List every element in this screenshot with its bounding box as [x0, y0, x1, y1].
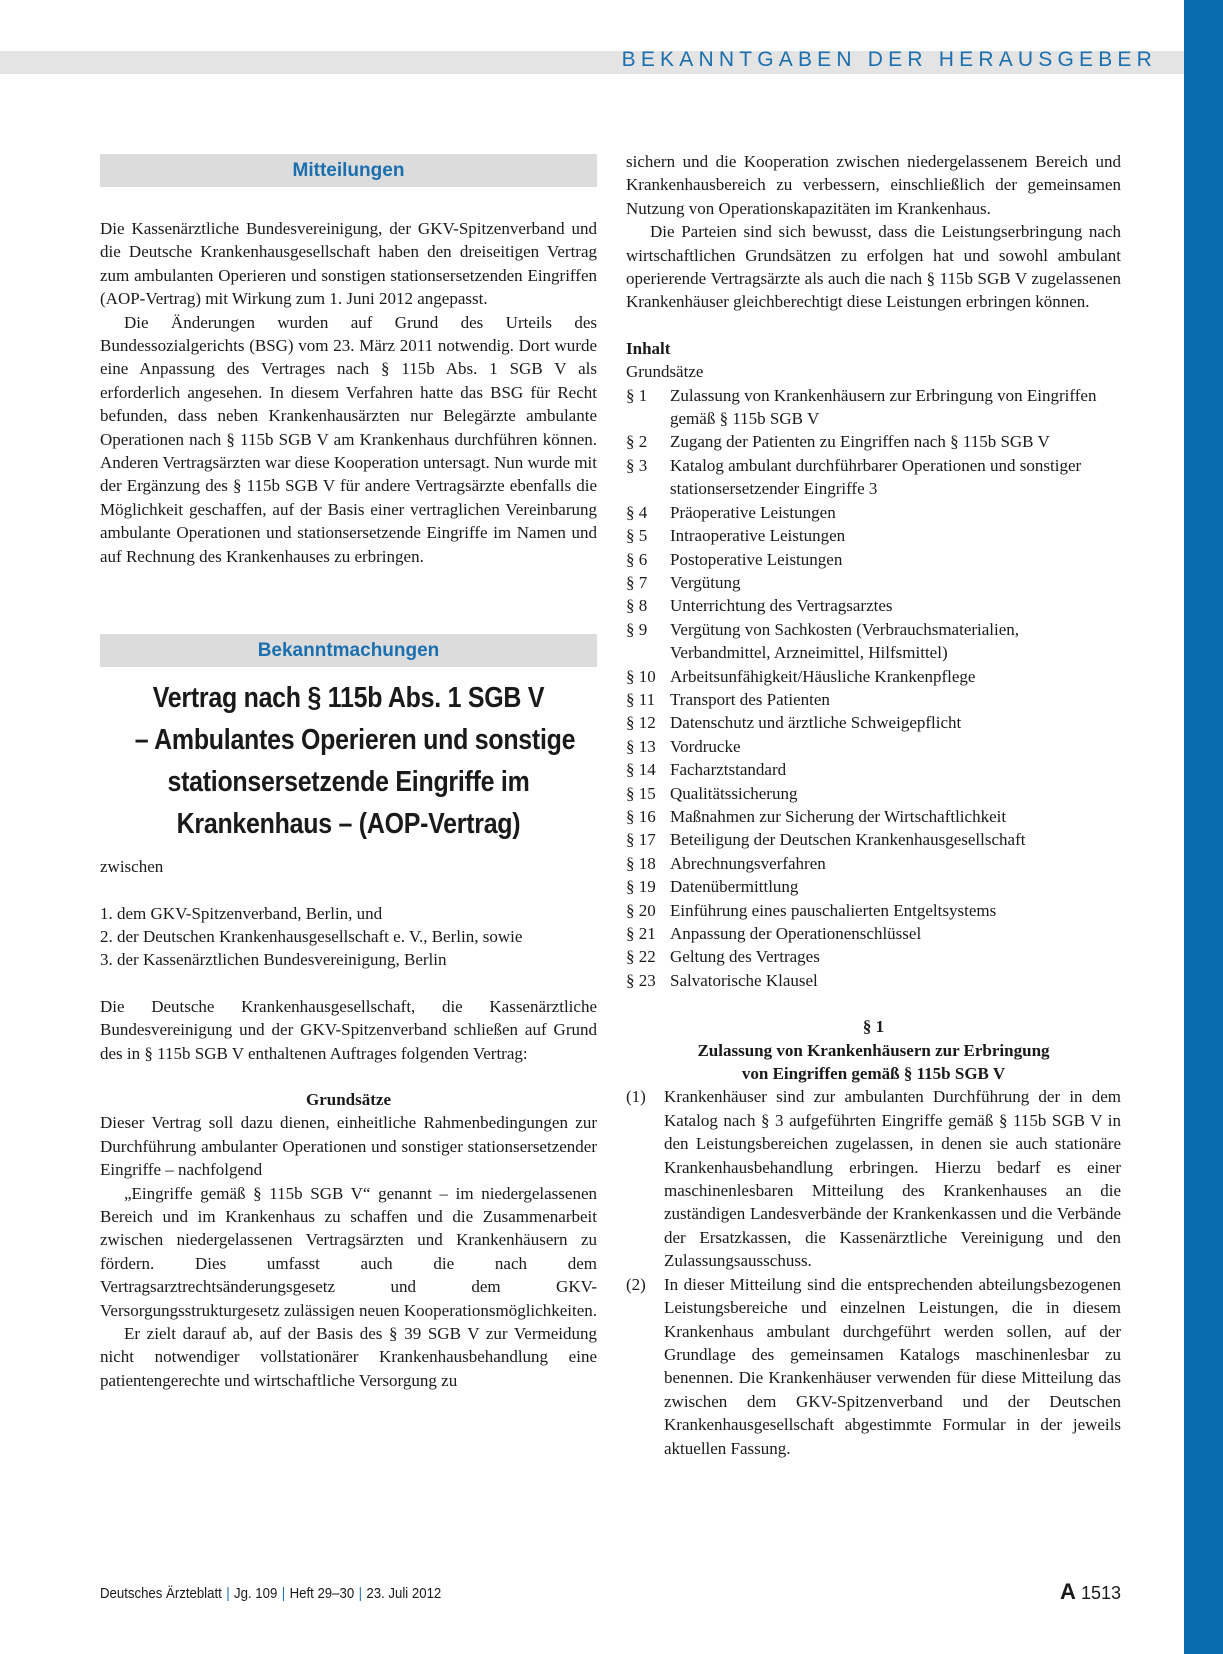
toc-entry: [626, 548, 1121, 571]
toc-entry-text: Salvatorische Klausel: [670, 970, 818, 990]
toc-entry: [626, 899, 1121, 922]
footer-date: 23. Juli 2012: [366, 1585, 442, 1602]
section-1-paragraph: [626, 1085, 1121, 1272]
footer-issue: Heft 29–30: [289, 1585, 355, 1602]
toc-entry-text: Vergütung: [670, 572, 741, 592]
contract-title-line-4: Krankenhaus – (AOP-Vertrag): [176, 808, 521, 841]
toc-entry: [626, 384, 1121, 431]
footer-volume: Jg. 109: [234, 1585, 278, 1602]
mitteilungen-paragraph-2: Die Änderungen wurden auf Grund des Urteils des Bundessozialgerichts (BSG) vom 23. März 2011 notwendig. Dort wurde eine Anpassung des Vertrages nach § 115b Abs. 1 SGB V als erforderlich angesehen. In diesem Verfahren hatte das BSG für Recht befunden, dass neben Krankenhausärzten nur Belegärzte ambulante Operationen nach § 115b SGB V am Krankenhaus durchführen können. Anderen Vertragsärzten war diese Kooperation untersagt. Nun wurde mit der Ergänzung des § 115b SGB V für andere Vertragsärzte ebenfalls die Möglichkeit geschaffen, auf der Basis einer vertraglichen Vereinbarung ambulante Operationen und stationsersetzende Eingriffe im Namen und auf Rechnung des Krankenhauses zu erbringen.: [100, 312, 597, 566]
left-column: [100, 154, 597, 1392]
footer-page-prefix: A: [1060, 1579, 1076, 1604]
page-footer: [100, 1579, 1121, 1604]
toc-entry-text: Facharztstandard: [670, 760, 787, 780]
toc-entry-text: Arbeitsunfähigkeit/Häusliche Krankenpflege: [670, 666, 976, 686]
toc-entry-number: § 4: [626, 502, 648, 522]
toc-entry: [626, 758, 1121, 781]
toc-entry-number: § 23: [626, 970, 656, 990]
toc-entry-number: § 8: [626, 596, 648, 616]
toc-entry-text: Intraoperative Leistungen: [670, 526, 846, 546]
toc-entry-text: Zulassung von Krankenhäusern zur Erbringung von Eingriffen gemäß § 115b SGB V: [670, 385, 1097, 429]
toc-entry-text: Unterrichtung des Vertragsarztes: [670, 596, 893, 616]
inhalt-grundsaetze: Grundsätze: [626, 362, 704, 382]
toc-entry-text: Abrechnungsverfahren: [670, 853, 826, 873]
continued-paragraph-1: sichern und die Kooperation zwischen niedergelassenem Bereich und Krankenhausbereich zu verbessern, einschließlich der gemeinsamen Nutzung von Operationskapazitäten im Krankenhaus.: [626, 152, 1121, 218]
party-1: 1. dem GKV-Spitzenverband, Berlin, und: [100, 903, 383, 923]
toc-entry-number: § 2: [626, 432, 648, 452]
footer-journal: Deutsches Ärzteblatt: [100, 1585, 222, 1602]
toc-entry-text: Transport des Patienten: [670, 689, 830, 709]
toc-entry-text: Anpassung der Operationenschlüssel: [670, 924, 922, 943]
toc-entry-number: § 14: [626, 760, 656, 780]
toc-entry: [626, 430, 1121, 453]
toc-entry-text: Maßnahmen zur Sicherung der Wirtschaftlichkeit: [670, 806, 1007, 826]
toc-entry-number: § 6: [626, 549, 648, 569]
toc-entry: [626, 688, 1121, 711]
toc-entry-number: § 7: [626, 572, 648, 592]
toc-entry: [626, 875, 1121, 898]
toc-entry-number: § 13: [626, 736, 656, 756]
party-3: 3. der Kassenärztlichen Bundesvereinigung, Berlin: [100, 950, 447, 970]
toc-entry-number: § 19: [626, 877, 656, 897]
footer-page-number: 1513: [1080, 1583, 1121, 1603]
toc-entry-text: Vergütung von Sachkosten (Verbrauchsmaterialien, Verbandmittel, Arzneimittel, Hilfsmittel): [670, 619, 1020, 663]
toc-entry: [626, 782, 1121, 805]
toc-entry-text: Einführung eines pauschalierten Entgeltsystems: [670, 900, 997, 920]
toc-entry-number: § 5: [626, 526, 648, 546]
zwischen-label: zwischen: [100, 857, 164, 877]
toc-entry-number: § 17: [626, 830, 656, 850]
table-of-contents: [626, 384, 1121, 993]
paragraph-text: In dieser Mitteilung sind die entsprechenden abteilungsbezogenen Leistungsbereiche und einzelnen Leistungen, die in diesem Krankenhaus ambulant durchgeführt werden sollen, auf der Grundlage des gemeinsamen Katalogs maschinenlesbar zu benennen. Die Krankenhäuser verwenden für diese Mitteilung das zwischen dem GKV-Spitzenverband und der Deutschen Krankenhausgesellschaft abgestimmte Formular in der jeweils aktuellen Fassung.: [664, 1274, 1121, 1458]
toc-entry-number: § 11: [626, 689, 656, 709]
toc-entry: [626, 501, 1121, 524]
toc-entry: [626, 665, 1121, 688]
toc-entry-number: § 1: [626, 385, 648, 405]
toc-entry: [626, 454, 1121, 501]
contract-intro: Die Deutsche Krankenhausgesellschaft, die Kassenärztliche Bundesvereinigung und der GKV-Spitzenverband schließen auf Grund des in § 115b SGB V enthaltenen Auftrages folgenden Vertrag:: [100, 996, 597, 1063]
toc-entry: [626, 922, 1121, 945]
toc-entry: [626, 571, 1121, 594]
footer-page: [1060, 1579, 1121, 1605]
section-1-paragraph: [626, 1273, 1121, 1460]
toc-entry-text: Postoperative Leistungen: [670, 549, 843, 569]
toc-entry-number: § 16: [626, 806, 656, 826]
toc-entry-text: Präoperative Leistungen: [670, 502, 836, 522]
toc-entry-number: § 22: [626, 947, 656, 967]
bekanntmachungen-heading: Bekanntmachungen: [100, 634, 597, 667]
toc-entry-text: Datenschutz und ärztliche Schweigepflicht: [670, 713, 962, 733]
grundsaetze-paragraph-2: „Eingriffe gemäß § 115b SGB V“ genannt – im niedergelassenen Bereich und im Krankenhaus zu schaffen und die Zusammenarbeit zwischen niedergelassenen Vertragsärzten und Krankenhäusern zu fördern. Dies umfasst auch die nach dem Vertragsarztrechtsänderungsgesetz und dem GKV-Versorgungsstrukturgesetz zulässigen neuen Kooperationsmöglichkeiten.: [100, 1183, 597, 1320]
toc-entry-text: Geltung des Vertrages: [670, 947, 820, 967]
grundsaetze-paragraph-3: Er zielt darauf ab, auf der Basis des § 39 SGB V zur Vermeidung nicht notwendiger vollstationärer Krankenhausbehandlung eine patientengerechte und wirtschaftliche Versorgung zu: [100, 1324, 597, 1390]
toc-entry: [626, 594, 1121, 617]
toc-entry: [626, 852, 1121, 875]
grundsaetze-paragraph-1: Dieser Vertrag soll dazu dienen, einheitliche Rahmenbedingungen zur Durchführung ambulanter Operationen und sonstiger stationsersetzender Eingriffe – nachfolgend: [100, 1113, 597, 1180]
toc-entry-text: Vordrucke: [670, 736, 741, 756]
continued-paragraph-2: Die Parteien sind sich bewusst, dass die Leistungserbringung nach wirtschaftlichen Grundsätzen zu erfolgen hat und sowohl ambulant operierende Vertragsärzte als auch die nach § 115b SGB V zugelassenen Krankenhäuser gleichberechtigt diese Leistungen erbringen können.: [626, 222, 1121, 312]
toc-entry-number: § 20: [626, 900, 656, 920]
toc-entry: [626, 969, 1121, 992]
toc-entry-text: Qualitätssicherung: [670, 783, 798, 803]
toc-entry: [626, 524, 1121, 547]
toc-entry: [626, 828, 1121, 851]
side-color-stripe: [1184, 0, 1223, 1654]
toc-entry-number: § 10: [626, 666, 656, 686]
grundsaetze-heading: Grundsätze: [306, 1089, 391, 1109]
section-header-title: BEKANNTGABEN DER HERAUSGEBER: [621, 48, 1157, 71]
section-1-title-line-2: von Eingriffen gemäß § 115b SGB V: [741, 1064, 1006, 1084]
toc-entry-text: Katalog ambulant durchführbarer Operationen und sonstiger stationsersetzender Eingriffe 3: [670, 455, 1082, 499]
footer-citation: Deutsches Ärzteblatt | Jg. 109 | Heft 29–30 | 23. Juli 2012: [100, 1585, 442, 1602]
contract-title: [100, 677, 597, 845]
paragraph-number: (1): [626, 1087, 646, 1107]
toc-entry-number: § 12: [626, 713, 656, 733]
section-1-number: § 1: [862, 1017, 885, 1037]
contract-title-line-3: stationsersetzende Eingriffe im: [167, 766, 530, 799]
mitteilungen-heading: Mitteilungen: [100, 154, 597, 187]
toc-entry-text: Datenübermittlung: [670, 877, 799, 897]
toc-entry: [626, 711, 1121, 734]
mitteilungen-paragraph-1: Die Kassenärztliche Bundesvereinigung, der GKV-Spitzenverband und die Deutsche Krankenhausgesellschaft haben den dreiseitigen Vertrag zum ambulanten Operieren und sonstigen stationsersetzenden Eingriffen (AOP-Vertrag) mit Wirkung zum 1. Juni 2012 angepasst.: [100, 219, 597, 309]
paragraph-text: Krankenhäuser sind zur ambulanten Durchführung der in dem Katalog nach § 3 aufgeführten Eingriffe gemäß § 115b SGB V in den Leistungsbereichen zugelassen, in denen sie auch stationäre Krankenhausbehandlung erbringen. Hierzu bedarf es einer maschinenlesbaren Mitteilung des Krankenhauses an die zuständigen Landesverbände der Krankenkassen und die Verbände der Ersatzkassen, die Kassenärztliche Vereinigung und den Zulassungsausschuss.: [664, 1087, 1121, 1271]
contract-title-line-2: – Ambulantes Operieren und sonstige: [134, 724, 576, 757]
party-2: 2. der Deutschen Krankenhausgesellschaft e. V., Berlin, sowie: [100, 926, 523, 946]
paragraph-number: (2): [626, 1274, 646, 1294]
toc-entry-number: § 15: [626, 783, 656, 803]
toc-entry-text: Beteiligung der Deutschen Krankenhausgesellschaft: [670, 830, 1026, 850]
section-1-paragraphs: [626, 1085, 1121, 1460]
toc-entry-number: § 9: [626, 619, 648, 639]
contract-title-line-1: Vertrag nach § 115b Abs. 1 SGB V: [152, 682, 545, 715]
toc-entry-text: Zugang der Patienten zu Eingriffen nach § 115b SGB V: [670, 432, 1050, 452]
section-1-title-line-1: Zulassung von Krankenhäusern zur Erbringung: [697, 1040, 1050, 1060]
toc-entry: [626, 945, 1121, 968]
toc-entry: [626, 735, 1121, 758]
toc-entry-number: § 21: [626, 924, 656, 943]
toc-entry-number: § 3: [626, 455, 648, 475]
toc-entry-number: § 18: [626, 853, 656, 873]
right-column: [626, 150, 1121, 1460]
toc-entry: [626, 805, 1121, 828]
inhalt-heading: Inhalt: [626, 338, 671, 358]
toc-entry: [626, 618, 1121, 665]
